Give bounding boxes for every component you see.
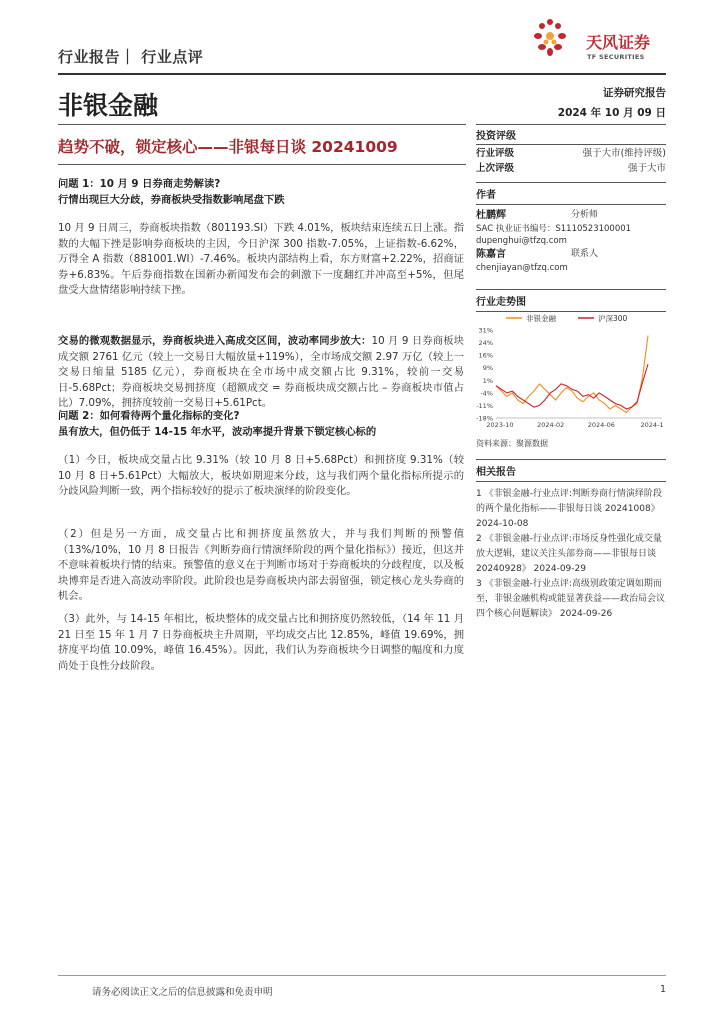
paragraph-4: （2）但是另一方面，成交量占比和拥挤度虽然放大，并与我们判断的预警值（13%/10%，10 月 8 日报告《判断券商行情演绎阶段的两个量化指标》）接近，但这并不意味着板块行情的结束。预警值的意义在于判断市场对于券商板块的分歧程度，以及板块博弈是否进入高波动率阶段。此阶段也是券商板块内部去弱留强，锁定核心龙头券商的机会。 — [58, 528, 464, 602]
related-item[interactable]: 1 《非银金融-行业点评:判断券商行情演绎阶段的两个量化指标——非银每日谈 20241008》 2024-10-08 — [476, 489, 662, 529]
x-tick-label: 2023-10 — [486, 421, 514, 429]
page-number: 1 — [659, 984, 666, 995]
subtitle-divider — [58, 164, 466, 165]
author2-name: 陈嘉言 — [476, 249, 506, 260]
p2-body: 10 月 9 日券商板块成交额 2761 亿元（较上一交易日大幅放量+119%），全市场成交额 2.97 万亿（较上一交易日缩量 5185 亿元），券商板块在全市场中成交额占比 9.31%，较前一交易日-5.68Pct；券商板块交易拥挤度（超额成交 = 券商板块成交额占比 – 券商板块市值占比）7.09%，拥挤度较前一交易日+5.61Pct。 — [58, 335, 464, 409]
chart-block — [476, 289, 666, 312]
authors-block — [476, 182, 666, 274]
author1-email[interactable]: dupenghui@tfzq.com — [476, 236, 567, 246]
y-tick-label: 16% — [478, 351, 493, 360]
chart-source: 资料来源：聚源数据 — [476, 439, 548, 448]
paragraph-3: （1）今日，板块成交量占比 9.31%（较 10 月 8 日+5.68Pct）和拥挤度 9.31%（较 10 月 8 日+5.61Pct）大幅放大，板块如期迎来分歧，这与我们两个量化指标所提示的分歧风险判断一致，两个指标较好的提示了板块演绎的阶段变化。 — [58, 454, 464, 497]
author1-name: 杜鹏辉 — [476, 210, 506, 221]
y-tick-label: 31% — [478, 326, 493, 335]
industry-trend-chart — [476, 310, 666, 434]
x-tick-label: 2024-06 — [587, 421, 615, 429]
related-head: 相关报告 — [476, 467, 516, 478]
prev-rating-row — [476, 161, 666, 176]
main-section-q1 — [58, 177, 464, 299]
rating-label: 行业评级 — [476, 148, 515, 159]
related-item[interactable]: 2 《非银金融-行业点评:市场反身性强化成交量放大逻辑，建议关注头部券商——非银每日谈 20240928》 2024-09-29 — [476, 534, 662, 574]
q1-subtitle: 行情出现巨大分歧，券商板块受指数影响尾盘下跌 — [58, 193, 285, 206]
footer-disclaimer: 请务必阅读正文之后的信息披露和免责申明 — [92, 987, 273, 998]
report-category: 行业报告｜ 行业点评 — [58, 48, 204, 66]
report-title: 趋势不破，锁定核心——非银每日谈 20241009 — [58, 138, 398, 156]
q1-title: 问题 1：10 月 9 日券商走势解读? — [58, 178, 221, 190]
authors-mid-line — [476, 204, 666, 205]
author2-email[interactable]: chenjiayan@tfzq.com — [476, 263, 568, 273]
series-line-1 — [496, 335, 648, 412]
logo-text-en: TF SECURITIES — [587, 53, 645, 61]
footer-divider — [58, 975, 666, 976]
related-item[interactable]: 3 《非银金融-行业点评:高级别政策定调如期而至，非银金融机构或能显著获益——政治局会议四个核心问题解读》 2024-09-26 — [476, 579, 666, 619]
x-tick-label: 2024-02 — [537, 421, 565, 429]
series-line-2 — [496, 364, 648, 409]
title-divider — [58, 124, 466, 125]
prev-rating-value: 强于大市 — [627, 163, 666, 174]
related-block — [476, 459, 666, 622]
rating-block — [476, 124, 666, 176]
industry-title: 非银金融 — [58, 91, 159, 120]
author1-row — [476, 208, 666, 223]
rating-top-line — [476, 124, 666, 125]
legend-label-series2: 沪深300 — [598, 314, 628, 323]
rating-mid-line — [476, 144, 666, 145]
x-tick-label: 2024-1 — [640, 421, 664, 429]
author2-role: 联系人 — [571, 249, 599, 259]
authors-head: 作者 — [476, 190, 496, 201]
report-type: 证券研究报告 — [603, 87, 666, 99]
paragraph-1: 10 月 9 日周三，券商板块指数（801193.SI）下跌 4.01%，板块结束连续五日上涨。指数的大幅下挫是影响券商板块的主因，今日沪深 300 指数-7.05%，上证指数-6.62%，万得全 A 指数（881001.WI）-7.46%。板块内部结构上看，东方财富+2.22%，招商证券+6.83%。午后券商指数在国新办新闻发布会的刺激下一度翻红并冲高至+5%，但尾盘受大盘情绪影响持续下挫。 — [58, 222, 464, 296]
p2-lead: 交易的微观数据显示，券商板块进入高成交区间，波动率同步放大： — [58, 335, 372, 347]
author2-row — [476, 247, 666, 262]
prev-rating-label: 上次评级 — [476, 163, 515, 174]
chart-top-line — [476, 289, 666, 290]
q2-subtitle: 虽有放大，但仍低于 14-15 年水平，波动率提升背景下锁定核心标的 — [58, 425, 377, 438]
author1-cert: SAC 执业证书编号：S1110523100001 — [476, 224, 632, 234]
rating-value: 强于大市(维持评级) — [582, 148, 666, 159]
header-divider — [58, 73, 666, 75]
y-tick-label: 24% — [478, 339, 493, 348]
y-tick-label: 9% — [482, 364, 493, 373]
main-section-q2 — [58, 409, 464, 440]
related-mid-line — [476, 481, 666, 482]
y-tick-label: -11% — [476, 401, 493, 410]
related-top-line — [476, 459, 666, 460]
legend-label-series1: 非银金融 — [526, 314, 556, 323]
y-tick-label: -18% — [476, 414, 493, 423]
rating-row — [476, 146, 666, 161]
report-date: 2024 年 10 月 09 日 — [557, 107, 666, 119]
q2-title: 问题 2：如何看待两个量化指标的变化? — [58, 410, 240, 422]
paragraph-5: （3）此外，与 14-15 年相比，板块整体的成交量占比和拥挤度仍然较低，（14 年 11 月 21 日至 15 年 1 月 7 日券商板块主升周期，平均成交占比 12.85%，峰值 19.69%，拥挤度平均值 10.09%，峰值 16.45%）。因此，我们认为券商板块今日调整的幅度和力度尚处于良性分歧阶段。 — [58, 613, 464, 672]
y-tick-label: -4% — [480, 389, 493, 398]
y-tick-label: 1% — [482, 376, 493, 385]
authors-top-line — [476, 182, 666, 183]
logo-text: 天风证券 — [586, 33, 651, 52]
rating-head: 投资评级 — [476, 131, 516, 142]
paragraph-2 — [58, 334, 464, 412]
chart-head: 行业走势图 — [476, 297, 526, 308]
author1-role: 分析师 — [571, 210, 599, 220]
